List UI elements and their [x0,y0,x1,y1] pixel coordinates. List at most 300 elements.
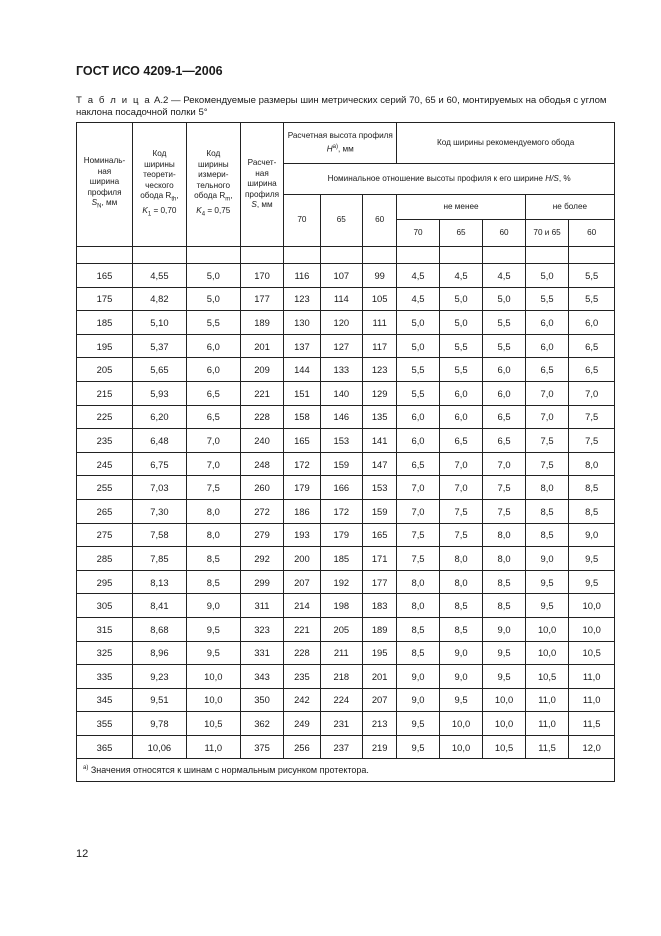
table-cell: 8,0 [439,547,483,571]
table-cell: 228 [284,641,320,665]
table-cell: 211 [320,641,363,665]
table-cell: 235 [77,429,133,453]
table-cell: 5,5 [569,287,615,311]
table-cell: 7,58 [132,523,186,547]
table-cell: 135 [363,405,397,429]
table-cell: 8,5 [186,570,240,594]
table-cell: 9,5 [525,594,569,618]
table-cell: 153 [363,476,397,500]
table-cell: 375 [240,735,284,759]
table-cell: 9,5 [569,570,615,594]
col-header-aspect-ratio: Номинальное отношение высоты профиля к его ширине H/S, % [284,164,615,195]
table-cell: 343 [240,665,284,689]
series-header: 70 [284,195,320,247]
table-cell: 8,0 [525,476,569,500]
table-cell: 7,0 [186,429,240,453]
table-cell: 275 [77,523,133,547]
table-cell: 7,0 [186,452,240,476]
table-cell: 6,5 [525,358,569,382]
table-cell: 9,78 [132,712,186,736]
table-cell: 292 [240,547,284,571]
table-cell: 5,5 [439,358,483,382]
table-cell: 5,5 [569,264,615,288]
series-header: 60 [569,220,615,247]
table-cell: 11,0 [186,735,240,759]
table-cell: 141 [363,429,397,453]
table-cell: 4,5 [397,264,440,288]
table-cell: 8,96 [132,641,186,665]
table-cell: 10,0 [525,617,569,641]
table-cell: 221 [284,617,320,641]
table-cell: 5,37 [132,334,186,358]
table-cell: 195 [77,334,133,358]
table-cell: 4,5 [483,264,526,288]
table-cell: 331 [240,641,284,665]
table-cell: 224 [320,688,363,712]
table-cell: 295 [77,570,133,594]
col-header-nominal-width: Номиналь- ная ширина профиля $S_N$, мм [77,123,133,247]
col-header-theoretical-rim-code: Код ширины теорети- ческого обода $R_{th}$, $K_1 = 0,70$ [132,123,186,247]
table-cell: 240 [240,429,284,453]
table-cell: 7,0 [525,405,569,429]
table-cell: 214 [284,594,320,618]
table-cell: 205 [77,358,133,382]
table-cell: 123 [284,287,320,311]
table-cell: 5,5 [483,334,526,358]
table-cell: 9,23 [132,665,186,689]
table-cell: 8,0 [439,570,483,594]
table-cell: 10,0 [186,688,240,712]
table-cell: 107 [320,264,363,288]
col-header-not-less: не менее [397,195,526,220]
table-cell: 8,5 [483,570,526,594]
table-cell: 175 [77,287,133,311]
table-cell: 7,5 [186,476,240,500]
table-cell: 10,5 [525,665,569,689]
table-cell: 158 [284,405,320,429]
table-cell: 137 [284,334,320,358]
table-cell: 146 [320,405,363,429]
table-cell: 189 [240,311,284,335]
table-cell: 7,5 [397,523,440,547]
table-cell: 325 [77,641,133,665]
table-cell: 4,55 [132,264,186,288]
tire-size-table [76,122,615,782]
table-cell: 120 [320,311,363,335]
table-cell: 5,0 [397,311,440,335]
table-cell: 195 [363,641,397,665]
spacer-row [77,247,615,264]
table-cell: 7,0 [397,499,440,523]
table-cell: 205 [320,617,363,641]
table-row [77,641,615,665]
table-cell: 209 [240,358,284,382]
table-cell: 123 [363,358,397,382]
table-cell: 177 [240,287,284,311]
table-cell: 6,5 [186,405,240,429]
table-cell: 127 [320,334,363,358]
table-cell: 9,5 [483,665,526,689]
table-cell: 198 [320,594,363,618]
table-cell: 7,5 [569,429,615,453]
table-row [77,688,615,712]
table-cell: 6,5 [397,452,440,476]
table-cell: 218 [320,665,363,689]
table-cell: 242 [284,688,320,712]
table-cell: 9,0 [439,665,483,689]
series-header: 60 [483,220,526,247]
table-row [77,452,615,476]
table-cell: 7,5 [439,499,483,523]
page-number: 12 [76,848,89,860]
table-row [77,264,615,288]
table-cell: 172 [284,452,320,476]
table-row [77,523,615,547]
table-cell: 7,0 [525,381,569,405]
table-cell: 114 [320,287,363,311]
table-cell: 231 [320,712,363,736]
table-cell: 186 [284,499,320,523]
table-cell: 5,0 [483,287,526,311]
table-cell: 225 [77,405,133,429]
table-cell: 7,03 [132,476,186,500]
table-cell: 10,0 [439,712,483,736]
table-cell: 305 [77,594,133,618]
table-cell: 201 [363,665,397,689]
table-cell: 165 [363,523,397,547]
table-cell: 5,5 [186,311,240,335]
table-cell: 235 [284,665,320,689]
table-cell: 5,0 [439,287,483,311]
table-cell: 249 [284,712,320,736]
table-cell: 165 [284,429,320,453]
table-cell: 6,75 [132,452,186,476]
table-cell: 5,0 [525,264,569,288]
table-cell: 7,5 [483,499,526,523]
table-row [77,287,615,311]
table-cell: 9,0 [525,547,569,571]
table-cell: 192 [320,570,363,594]
table-cell: 200 [284,547,320,571]
table-cell: 8,0 [569,452,615,476]
table-cell: 221 [240,381,284,405]
table-cell: 207 [363,688,397,712]
table-cell: 193 [284,523,320,547]
table-cell: 5,0 [439,311,483,335]
table-cell: 6,5 [483,429,526,453]
table-cell: 365 [77,735,133,759]
table-cell: 237 [320,735,363,759]
table-cell: 5,0 [186,287,240,311]
table-cell: 272 [240,499,284,523]
table-cell: 8,0 [186,499,240,523]
table-cell: 9,0 [397,665,440,689]
table-row [77,476,615,500]
table-cell: 140 [320,381,363,405]
table-cell: 8,5 [525,523,569,547]
table-cell: 201 [240,334,284,358]
table-cell: 260 [240,476,284,500]
col-header-design-height: Расчетная высота профиля $H^{a)}$, мм [284,123,397,164]
table-cell: 159 [320,452,363,476]
table-row [77,617,615,641]
table-head [77,123,615,247]
table-cell: 4,82 [132,287,186,311]
table-cell: 4,5 [397,287,440,311]
table-cell: 10,5 [186,712,240,736]
table-cell: 362 [240,712,284,736]
table-cell: 279 [240,523,284,547]
table-cell: 11,0 [525,712,569,736]
table-cell: 185 [320,547,363,571]
table-cell: 10,0 [439,735,483,759]
table-cell: 7,5 [397,547,440,571]
table-row [77,665,615,689]
table-cell: 99 [363,264,397,288]
table-cell: 8,5 [397,641,440,665]
table-cell: 6,0 [186,358,240,382]
table-cell: 7,5 [525,429,569,453]
table-cell: 7,0 [439,452,483,476]
table-cell: 9,0 [397,688,440,712]
table-cell: 5,5 [483,311,526,335]
series-header: 60 [363,195,397,247]
table-cell: 345 [77,688,133,712]
table-cell: 153 [320,429,363,453]
table-cell: 9,0 [483,617,526,641]
table-row [77,405,615,429]
table-cell: 6,0 [397,405,440,429]
table-row [77,311,615,335]
table-cell: 213 [363,712,397,736]
table-cell: 5,5 [525,287,569,311]
table-cell: 185 [77,311,133,335]
table-cell: 8,0 [397,594,440,618]
table-cell: 7,5 [439,523,483,547]
table-cell: 10,0 [569,594,615,618]
table-cell: 5,65 [132,358,186,382]
table-cell: 8,5 [569,499,615,523]
table-cell: 8,5 [525,499,569,523]
table-cell: 255 [77,476,133,500]
table-cell: 147 [363,452,397,476]
table-row [77,594,615,618]
table-cell: 11,5 [569,712,615,736]
table-cell: 285 [77,547,133,571]
table-cell: 7,5 [569,405,615,429]
series-header: 65 [320,195,363,247]
table-cell: 105 [363,287,397,311]
table-row [77,358,615,382]
table-cell: 144 [284,358,320,382]
table-cell: 6,0 [439,405,483,429]
table-cell: 6,0 [186,334,240,358]
table-cell: 9,5 [569,547,615,571]
table-cell: 5,0 [397,334,440,358]
table-cell: 6,48 [132,429,186,453]
table-cell: 10,5 [569,641,615,665]
table-cell: 7,85 [132,547,186,571]
table-cell: 265 [77,499,133,523]
table-cell: 5,0 [186,264,240,288]
table-row [77,334,615,358]
table-cell: 8,5 [483,594,526,618]
table-cell: 10,0 [483,712,526,736]
table-cell: 11,0 [569,665,615,689]
table-cell: 6,5 [569,358,615,382]
table-cell: 5,5 [439,334,483,358]
table-cell: 5,5 [397,358,440,382]
table-cell: 8,0 [483,523,526,547]
table-cell: 8,5 [397,617,440,641]
table-cell: 10,0 [525,641,569,665]
table-cell: 133 [320,358,363,382]
table-cell: 228 [240,405,284,429]
table-cell: 219 [363,735,397,759]
table-cell: 117 [363,334,397,358]
table-row [77,570,615,594]
table-cell: 6,0 [525,334,569,358]
table-row [77,381,615,405]
table-cell: 9,5 [483,641,526,665]
series-header: 65 [439,220,483,247]
table-cell: 6,0 [483,381,526,405]
table-cell: 6,0 [483,358,526,382]
table-cell: 248 [240,452,284,476]
table-cell: 299 [240,570,284,594]
table-row [77,735,615,759]
document-header: ГОСТ ИСО 4209-1—2006 [76,64,223,78]
table-cell: 11,5 [525,735,569,759]
col-header-not-more: не более [525,195,614,220]
table-cell: 6,0 [397,429,440,453]
table-cell: 7,30 [132,499,186,523]
table-cell: 256 [284,735,320,759]
table-body [77,247,615,759]
table-cell: 6,5 [439,429,483,453]
col-header-design-width: Расчет- ная ширина профиля S, мм [240,123,284,247]
table-cell: 8,0 [397,570,440,594]
series-header: 70 [397,220,440,247]
table-cell: 165 [77,264,133,288]
table-cell: 323 [240,617,284,641]
table-cell: 9,5 [439,688,483,712]
table-cell: 8,0 [483,547,526,571]
table-cell: 10,0 [483,688,526,712]
table-cell: 7,0 [439,476,483,500]
col-header-rim-code: Код ширины рекомендуемого обода [397,123,615,164]
table-cell: 9,51 [132,688,186,712]
table-cell: 311 [240,594,284,618]
table-cell: 9,5 [397,712,440,736]
table-cell: 5,10 [132,311,186,335]
table-cell: 10,0 [569,617,615,641]
table-cell: 335 [77,665,133,689]
table-cell: 166 [320,476,363,500]
caption-label: Т а б л и ц а [76,95,152,106]
table-cell: 9,0 [569,523,615,547]
table-cell: 7,5 [483,476,526,500]
table-cell: 10,5 [483,735,526,759]
table-cell: 7,0 [569,381,615,405]
table-cell: 111 [363,311,397,335]
table-cell: 8,68 [132,617,186,641]
table-cell: 159 [363,499,397,523]
table-cell: 172 [320,499,363,523]
table-cell: 116 [284,264,320,288]
table-cell: 6,20 [132,405,186,429]
table-cell: 7,0 [483,452,526,476]
table-cell: 9,5 [186,617,240,641]
table-cell: 6,0 [439,381,483,405]
table-cell: 8,13 [132,570,186,594]
series-header: 70 и 65 [525,220,569,247]
table-cell: 8,5 [569,476,615,500]
table-cell: 6,0 [525,311,569,335]
table-cell: 11,0 [525,688,569,712]
table-cell: 8,5 [186,547,240,571]
table-row [77,429,615,453]
table-cell: 179 [284,476,320,500]
table-row [77,547,615,571]
table-cell: 177 [363,570,397,594]
table-cell: 8,5 [439,594,483,618]
table-cell: 12,0 [569,735,615,759]
table-cell: 245 [77,452,133,476]
table-cell: 9,0 [186,594,240,618]
table-cell: 215 [77,381,133,405]
table-cell: 183 [363,594,397,618]
table-cell: 189 [363,617,397,641]
table-cell: 170 [240,264,284,288]
table-footnote: $^{a)}$ Значения относятся к шинам с нормальным рисунком протектора. [77,759,615,782]
table-cell: 207 [284,570,320,594]
table-cell: 130 [284,311,320,335]
table-cell: 151 [284,381,320,405]
caption-text: А.2 — Рекомендуемые размеры шин метрических серий 70, 65 и 60, монтируемых на ободья с углом наклона посадочной полки 5° [76,95,607,118]
table-cell: 315 [77,617,133,641]
table-cell: 7,0 [397,476,440,500]
table-cell: 6,5 [186,381,240,405]
table-cell: 9,5 [525,570,569,594]
table-cell: 7,5 [525,452,569,476]
table-cell: 5,5 [397,381,440,405]
table-caption [76,95,616,119]
table-cell: 9,5 [397,735,440,759]
table-cell: 9,0 [439,641,483,665]
table-cell: 8,0 [186,523,240,547]
table-cell: 179 [320,523,363,547]
col-header-measuring-rim-code: Код ширины измери- тельного обода $R_m$, $K_4 = 0,75$ [186,123,240,247]
table-cell: 10,0 [186,665,240,689]
table-cell: 350 [240,688,284,712]
table-row [77,712,615,736]
table-cell: 10,06 [132,735,186,759]
table-cell: 8,5 [439,617,483,641]
table-cell: 5,93 [132,381,186,405]
table-cell: 171 [363,547,397,571]
table-cell: 8,41 [132,594,186,618]
table-row [77,499,615,523]
table-cell: 355 [77,712,133,736]
table-cell: 6,5 [569,334,615,358]
table-cell: 6,5 [483,405,526,429]
table-cell: 4,5 [439,264,483,288]
table-cell: 9,5 [186,641,240,665]
table-cell: 129 [363,381,397,405]
table-cell: 6,0 [569,311,615,335]
table-cell: 11,0 [569,688,615,712]
